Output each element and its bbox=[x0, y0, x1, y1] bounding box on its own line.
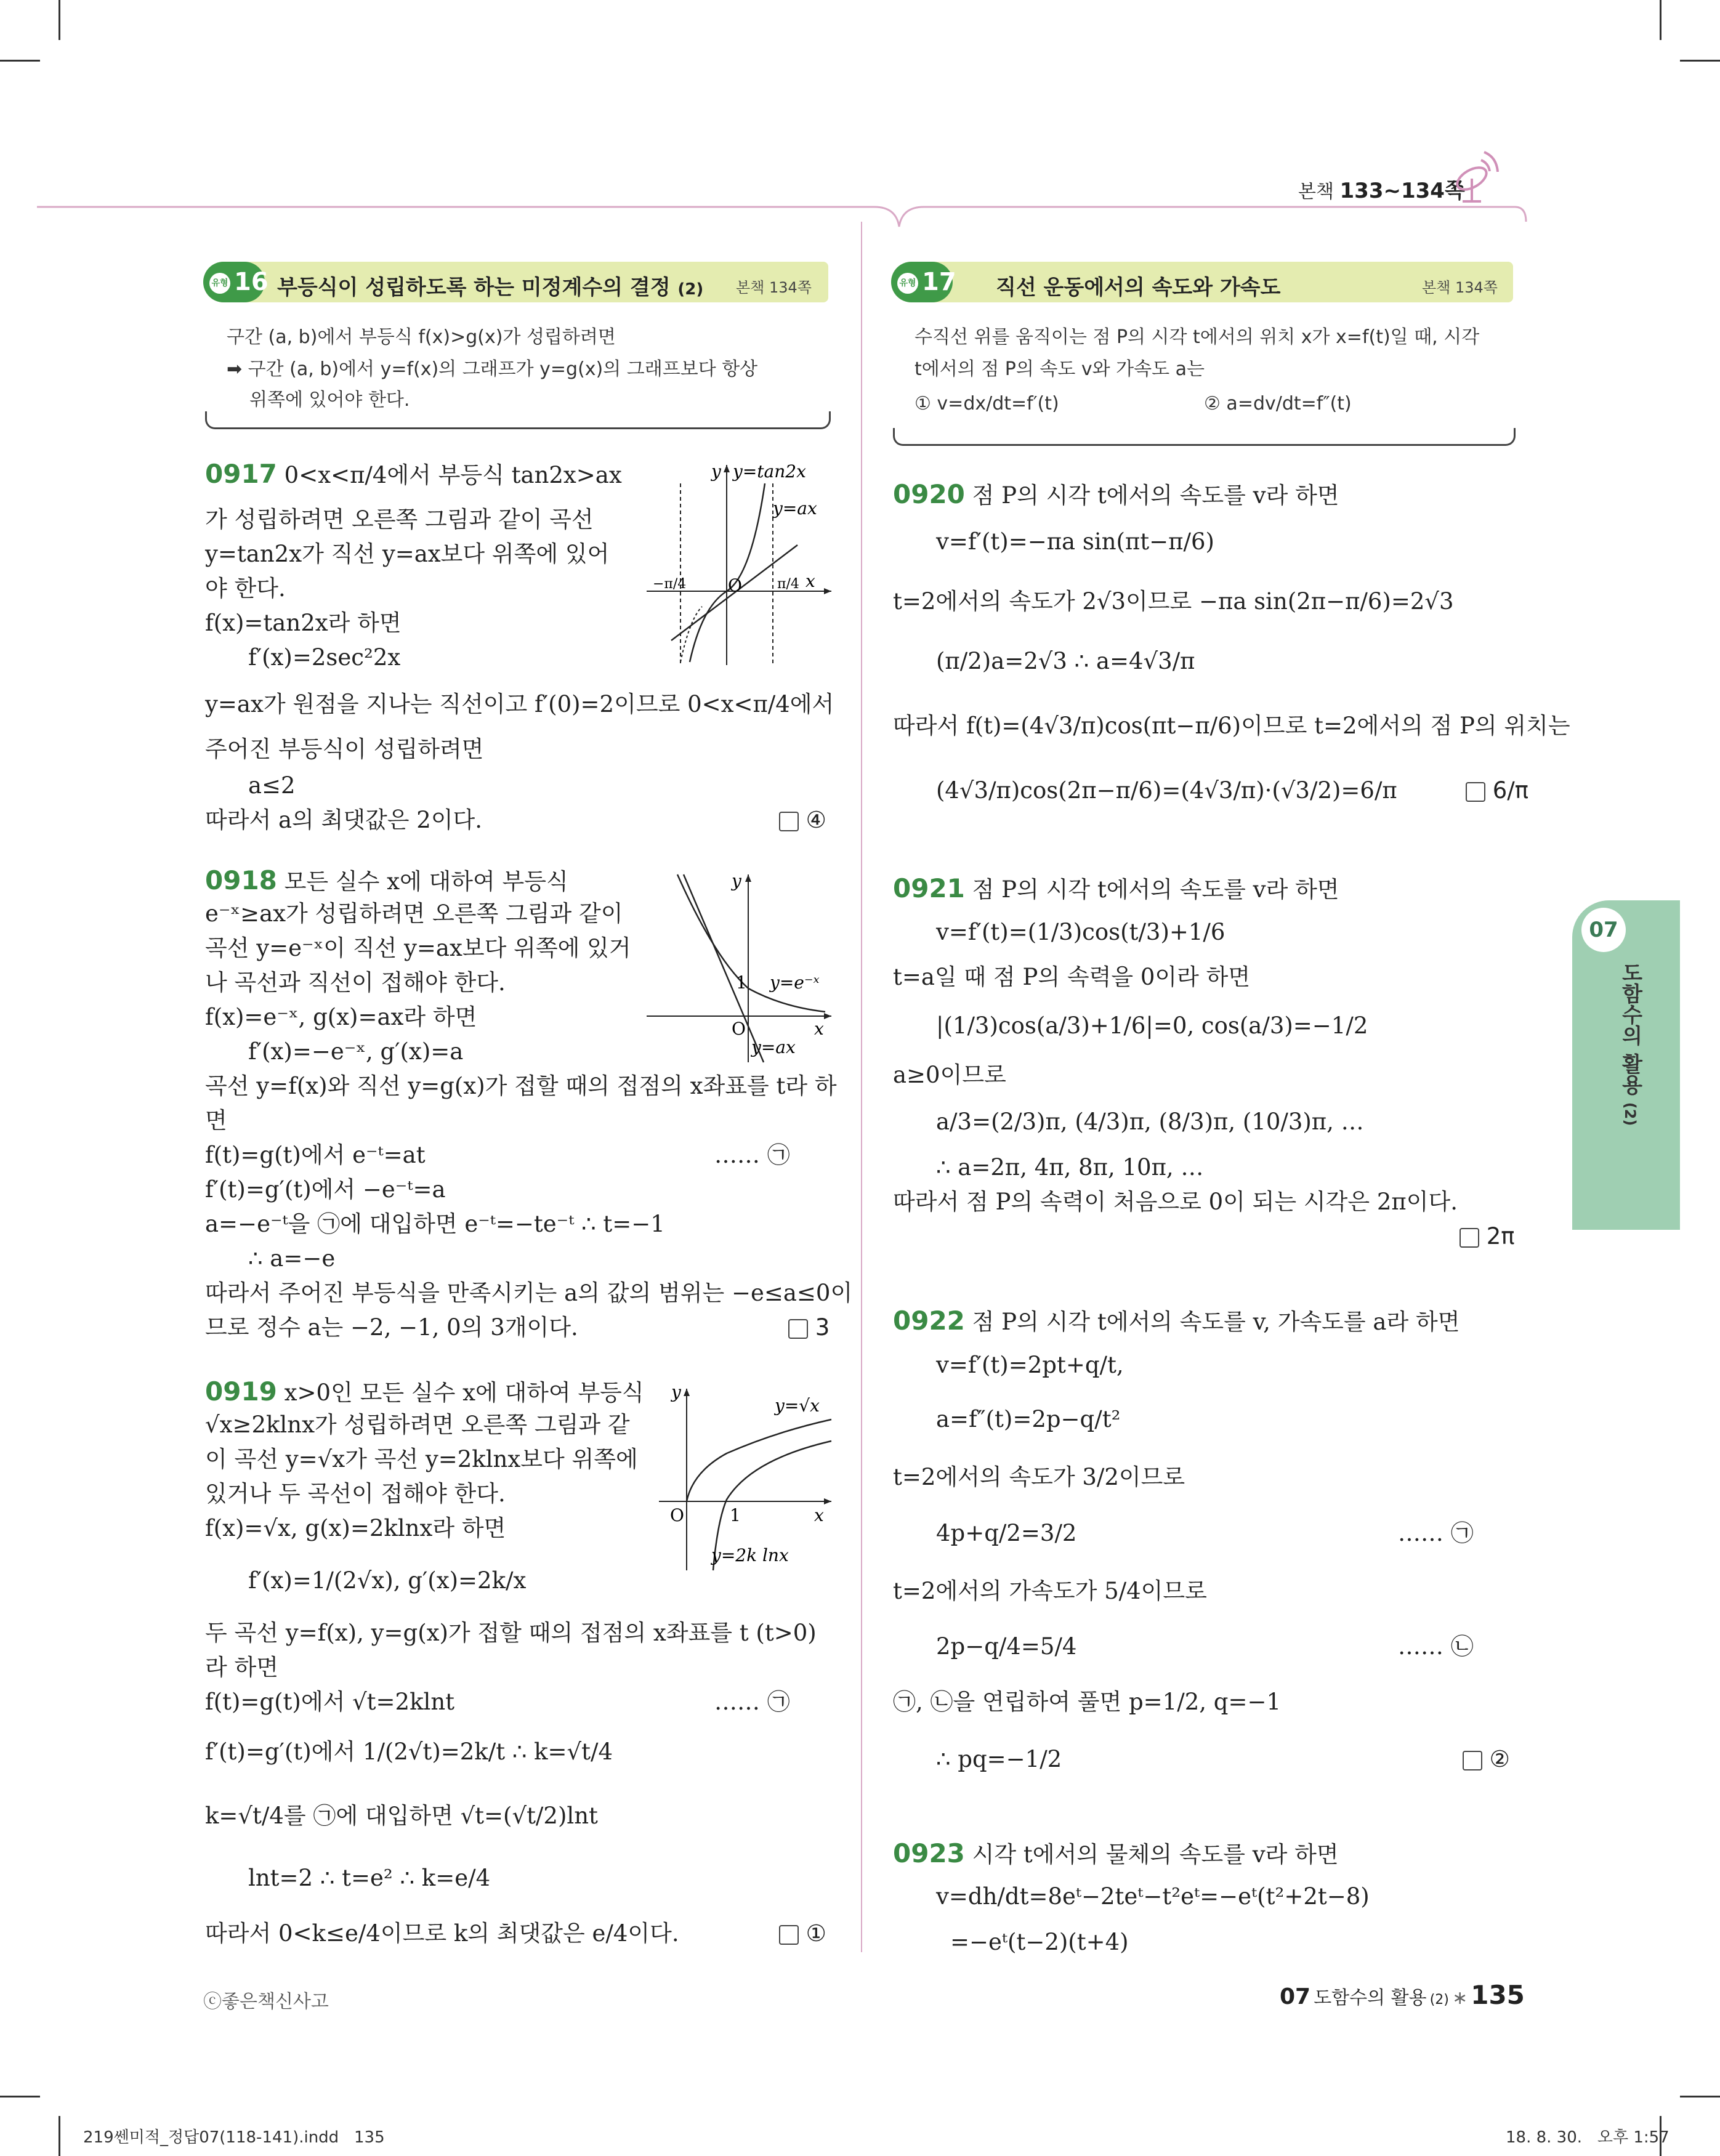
answer-value: ② bbox=[1489, 1746, 1510, 1772]
crop-mark bbox=[1680, 2096, 1720, 2097]
type-label: 유형 bbox=[897, 273, 918, 294]
solution-line: f(t)=g(t)에서 e⁻ᵗ=at bbox=[205, 1142, 426, 1168]
solution-line: f(t)=g(t)에서 √t=2klnt bbox=[205, 1689, 455, 1715]
graph-x-label: x bbox=[814, 1019, 824, 1039]
problem-number: 0922 bbox=[893, 1306, 965, 1336]
graph-origin: O bbox=[670, 1505, 684, 1525]
solution-line: e⁻ˣ≥ax가 성립하려면 오른쪽 그림과 같이 bbox=[205, 900, 623, 927]
answer-0917 bbox=[779, 807, 826, 834]
chapter-tab-title-text: 도함수의 활용 bbox=[1618, 962, 1642, 1095]
equation-marker: …… ㉡ bbox=[1398, 1633, 1474, 1660]
answer-value: 6/π bbox=[1492, 777, 1529, 804]
graph-tick-neg: −π/4 bbox=[653, 576, 687, 592]
graph-0918 bbox=[640, 865, 838, 1068]
solution-line: 모든 실수 x에 대하여 부등식 bbox=[284, 868, 568, 895]
graph-0919 bbox=[653, 1379, 838, 1577]
solution-line: 나 곡선과 직선이 접해야 한다. bbox=[205, 969, 506, 996]
tip-line: 수직선 위를 움직이는 점 P의 시각 t에서의 위치 x가 x=f(t)일 때, 시각 bbox=[915, 326, 1480, 348]
equation-marker: …… ㉠ bbox=[1398, 1520, 1474, 1546]
answer-icon bbox=[1460, 1228, 1479, 1248]
solution-line: t=2에서의 속도가 3/2이므로 bbox=[893, 1464, 1185, 1490]
solution-line: 이 곡선 y=√x가 곡선 y=2klnx보다 위쪽에 bbox=[205, 1446, 638, 1472]
type-badge bbox=[203, 262, 268, 302]
copyright: ⓒ좋은책신사고 bbox=[203, 1991, 329, 2013]
answer-value: ① bbox=[805, 1920, 826, 1947]
problem-number: 0923 bbox=[893, 1838, 965, 1868]
solution-line: f(x)=√x, g(x)=2klnx라 하면 bbox=[205, 1515, 506, 1541]
solution-line: t=a일 때 점 P의 속력을 0이라 하면 bbox=[893, 964, 1251, 990]
tip-bracket bbox=[893, 428, 1516, 446]
graph-curve1-label: y=√x bbox=[775, 1395, 820, 1416]
graph-line-label: y=ax bbox=[751, 1037, 796, 1057]
section-header-17 bbox=[891, 262, 1513, 302]
solution-line: √x≥2klnx가 성립하려면 오른쪽 그림과 같 bbox=[205, 1411, 630, 1438]
type-number: 17 bbox=[922, 268, 956, 296]
solution-line: a≥0이므로 bbox=[893, 1062, 1006, 1088]
chapter-tab-suffix: (2) bbox=[1621, 1102, 1639, 1126]
tip-line: ➡ 구간 (a, b)에서 y=f(x)의 그래프가 y=g(x)의 그래프보다 항상 bbox=[227, 358, 758, 380]
tip-line: 구간 (a, b)에서 부등식 f(x)>g(x)가 성립하려면 bbox=[227, 326, 616, 348]
solution-line: 곡선 y=f(x)와 직선 y=g(x)가 접할 때의 접점의 x좌표를 t라 하 bbox=[205, 1073, 837, 1099]
graph-x-label: x bbox=[805, 571, 815, 591]
graph-y-label: y bbox=[711, 461, 721, 482]
solution-line: 따라서 점 P의 속력이 처음으로 0이 되는 시각은 2π이다. bbox=[893, 1189, 1458, 1215]
solution-line: 점 P의 시각 t에서의 속도를 v라 하면 bbox=[972, 482, 1339, 509]
solution-line: 따라서 0<k≤e/4이므로 k의 최댓값은 e/4이다. bbox=[205, 1920, 679, 1947]
answer-0922 bbox=[1463, 1746, 1510, 1773]
graph-y-label: y bbox=[671, 1382, 681, 1402]
solution-line: lnt=2 ∴ t=e² ∴ k=e/4 bbox=[248, 1865, 491, 1891]
problem-0918 bbox=[205, 865, 568, 896]
solution-line: ∴ a=2π, 4π, 8π, 10π, … bbox=[936, 1154, 1204, 1181]
section-title bbox=[277, 270, 703, 301]
solution-line: k=√t/4를 ㉠에 대입하면 √t=(√t/2)lnt bbox=[205, 1803, 598, 1829]
crop-mark bbox=[0, 2096, 40, 2097]
solution-line: x>0인 모든 실수 x에 대하여 부등식 bbox=[284, 1379, 644, 1406]
solution-line: v=f′(t)=(1/3)cos(t/3)+1/6 bbox=[936, 919, 1225, 945]
problem-number: 0920 bbox=[893, 479, 965, 509]
problem-0917 bbox=[205, 459, 622, 490]
solution-line: f′(x)=2sec²2x bbox=[248, 644, 401, 671]
problem-0922 bbox=[893, 1306, 1460, 1336]
solution-line: ∴ a=−e bbox=[248, 1245, 336, 1272]
type-number: 16 bbox=[234, 268, 268, 296]
solution-line: =−eᵗ(t−2)(t+4) bbox=[950, 1929, 1129, 1955]
solution-line: a=f″(t)=2p−q/t² bbox=[936, 1406, 1121, 1432]
answer-icon bbox=[779, 812, 799, 831]
answer-value: 2π bbox=[1486, 1223, 1515, 1250]
problem-0920 bbox=[893, 479, 1339, 510]
graph-x-label: x bbox=[814, 1505, 824, 1525]
reference-label: 본책 bbox=[1298, 181, 1334, 203]
problem-number: 0921 bbox=[893, 873, 965, 903]
section-title-text: 부등식이 성립하도록 하는 미정계수의 결정 bbox=[277, 275, 671, 300]
type-badge bbox=[891, 262, 956, 302]
solution-line: 있거나 두 곡선이 접해야 한다. bbox=[205, 1480, 506, 1507]
solution-line: f′(t)=g′(t)에서 1/(2√t)=2k/t ∴ k=√t/4 bbox=[205, 1738, 613, 1765]
solution-line: 점 P의 시각 t에서의 속도를 v, 가속도를 a라 하면 bbox=[972, 1309, 1460, 1335]
section-title: 직선 운동에서의 속도와 가속도 bbox=[996, 275, 1281, 300]
solution-line: ㉠, ㉡을 연립하여 풀면 p=1/2, q=−1 bbox=[893, 1689, 1281, 1715]
solution-line: 시각 t에서의 물체의 속도를 v라 하면 bbox=[972, 1841, 1339, 1868]
answer-value: 3 bbox=[815, 1314, 830, 1341]
section-reference: 본책 134쪽 bbox=[1422, 279, 1498, 296]
chapter-side-tab bbox=[1572, 900, 1680, 1230]
problem-0919 bbox=[205, 1376, 644, 1407]
solution-line: 따라서 a의 최댓값은 2이다. bbox=[205, 807, 483, 833]
solution-line: 면 bbox=[205, 1107, 227, 1134]
graph-curve-label: y=e⁻ˣ bbox=[770, 972, 820, 993]
equation-marker: …… ㉠ bbox=[714, 1689, 790, 1715]
graph-line-label: y=ax bbox=[773, 498, 817, 519]
solution-line: (π/2)a=2√3 ∴ a=4√3/π bbox=[936, 648, 1195, 674]
answer-0920 bbox=[1466, 777, 1528, 804]
solution-line: (4√3/π)cos(2π−π/6)=(4√3/π)·(√3/2)=6/π bbox=[936, 777, 1397, 804]
solution-line: 2p−q/4=5/4 bbox=[936, 1633, 1077, 1660]
chapter-tab-title bbox=[1615, 962, 1645, 1126]
graph-y-label: y bbox=[732, 871, 741, 891]
solution-line: f′(x)=1/(2√x), g′(x)=2k/x bbox=[248, 1567, 527, 1594]
section-title-suffix: (2) bbox=[677, 280, 704, 299]
graph-0917 bbox=[634, 459, 838, 668]
solution-line: t=2에서의 가속도가 5/4이므로 bbox=[893, 1578, 1207, 1604]
problem-number: 0917 bbox=[205, 459, 277, 489]
page-number: 135 bbox=[1471, 1980, 1525, 2010]
graph-one: 1 bbox=[736, 972, 747, 993]
answer-value: ④ bbox=[805, 807, 826, 833]
graph-origin: O bbox=[728, 575, 742, 596]
solution-line: v=dh/dt=8eᵗ−2teᵗ−t²eᵗ=−eᵗ(t²+2t−8) bbox=[936, 1883, 1370, 1910]
tip-line: t에서의 점 P의 속도 v와 가속도 a는 bbox=[915, 358, 1205, 380]
solution-line: 따라서 주어진 부등식을 만족시키는 a의 값의 범위는 −e≤a≤0이 bbox=[205, 1280, 853, 1306]
graph-curve2-label: y=2k lnx bbox=[711, 1545, 789, 1565]
problem-number: 0919 bbox=[205, 1376, 277, 1407]
solution-line: ∴ pq=−1/2 bbox=[936, 1746, 1062, 1772]
solution-line: 주어진 부등식이 성립하려면 bbox=[205, 736, 484, 762]
answer-icon bbox=[788, 1319, 808, 1339]
solution-line: y=tan2x가 직선 y=ax보다 위쪽에 있어 bbox=[205, 541, 610, 567]
graph-tick-pos: π/4 bbox=[777, 576, 799, 592]
solution-line: 라 하면 bbox=[205, 1654, 278, 1681]
solution-line: 므로 정수 a는 −2, −1, 0의 3개이다. bbox=[205, 1314, 578, 1341]
solution-line: 점 P의 시각 t에서의 속도를 v라 하면 bbox=[972, 876, 1339, 903]
solution-line: 따라서 f(t)=(4√3/π)cos(πt−π/6)이므로 t=2에서의 점 P의 위치는 bbox=[893, 713, 1570, 739]
answer-0918 bbox=[788, 1314, 830, 1341]
problem-0923 bbox=[893, 1838, 1339, 1869]
solution-line: f(x)=tan2x라 하면 bbox=[205, 610, 402, 636]
footer-chapter-suffix: (2) bbox=[1429, 1992, 1449, 2008]
answer-0919 bbox=[779, 1920, 826, 1947]
solution-line: f(x)=e⁻ˣ, g(x)=ax라 하면 bbox=[205, 1004, 477, 1030]
answer-0921 bbox=[1460, 1223, 1515, 1250]
tip-line: ① v=dx/dt=f′(t) bbox=[915, 393, 1059, 414]
crop-mark bbox=[1680, 60, 1720, 62]
solution-line: y=ax가 원점을 지나는 직선이고 f′(0)=2이므로 0<x<π/4에서 bbox=[205, 691, 834, 717]
footer-chapter: 07 bbox=[1280, 1984, 1311, 2009]
problem-number: 0918 bbox=[205, 865, 277, 895]
crop-mark bbox=[59, 0, 60, 40]
tip-line: 위쪽에 있어야 한다. bbox=[249, 389, 410, 411]
solution-line: v=f′(t)=2pt+q/t, bbox=[936, 1352, 1124, 1378]
crop-mark bbox=[1660, 0, 1661, 40]
page-footer bbox=[1280, 1980, 1525, 2010]
crop-mark bbox=[59, 2116, 60, 2156]
footer-chapter-title: 도함수의 활용 bbox=[1314, 1987, 1427, 2009]
footer-separator-icon: ∗ bbox=[1452, 1987, 1468, 2009]
problem-0921 bbox=[893, 873, 1339, 904]
graph-one: 1 bbox=[730, 1505, 741, 1525]
graph-origin: O bbox=[732, 1019, 746, 1039]
file-info: 219쎈미적_정답07(118-141).indd 135 bbox=[83, 2128, 385, 2147]
reference-pages: 133~134쪽 bbox=[1339, 179, 1465, 203]
header-rule bbox=[37, 197, 1527, 234]
section-reference: 본책 134쪽 bbox=[736, 279, 812, 296]
solution-line: 곡선 y=e⁻ˣ이 직선 y=ax보다 위쪽에 있거 bbox=[205, 935, 631, 961]
answer-icon bbox=[779, 1925, 799, 1945]
solution-line: |(1/3)cos(a/3)+1/6|=0, cos(a/3)=−1/2 bbox=[936, 1012, 1368, 1039]
solution-line: 야 한다. bbox=[205, 575, 286, 602]
solution-line: f′(t)=g′(t)에서 −e⁻ᵗ=a bbox=[205, 1176, 446, 1203]
solution-line: 가 성립하려면 오른쪽 그림과 같이 곡선 bbox=[205, 506, 594, 533]
equation-marker: …… ㉠ bbox=[714, 1142, 790, 1168]
answer-icon bbox=[1463, 1751, 1482, 1770]
graph-curve-label: y=tan2x bbox=[733, 461, 806, 482]
column-divider bbox=[861, 222, 862, 1952]
print-date: 18. 8. 30. 오후 1:57 bbox=[1506, 2128, 1670, 2147]
tip-bracket bbox=[205, 411, 831, 429]
solution-line: 4p+q/2=3/2 bbox=[936, 1520, 1077, 1546]
answer-icon bbox=[1466, 782, 1485, 802]
type-label: 유형 bbox=[209, 273, 230, 294]
solution-line: f′(x)=−e⁻ˣ, g′(x)=a bbox=[248, 1038, 464, 1065]
solution-line: v=f′(t)=−πa sin(πt−π/6) bbox=[936, 528, 1214, 555]
solution-line: a=−e⁻ᵗ을 ㉠에 대입하면 e⁻ᵗ=−te⁻ᵗ ∴ t=−1 bbox=[205, 1211, 665, 1237]
section-header-16 bbox=[203, 262, 828, 302]
solution-line: a/3=(2/3)π, (4/3)π, (8/3)π, (10/3)π, … bbox=[936, 1108, 1364, 1135]
solution-line: 두 곡선 y=f(x), y=g(x)가 접할 때의 접점의 x좌표를 t (t>0) bbox=[205, 1620, 817, 1646]
tip-line: ② a=dv/dt=f″(t) bbox=[1204, 393, 1352, 414]
crop-mark bbox=[0, 60, 40, 62]
solution-line: t=2에서의 속도가 2√3이므로 −πa sin(2π−π/6)=2√3 bbox=[893, 588, 1454, 615]
solution-line: 0<x<π/4에서 부등식 tan2x>ax bbox=[284, 462, 622, 488]
solution-line: a≤2 bbox=[248, 772, 296, 799]
chapter-tab-number: 07 bbox=[1581, 908, 1626, 952]
